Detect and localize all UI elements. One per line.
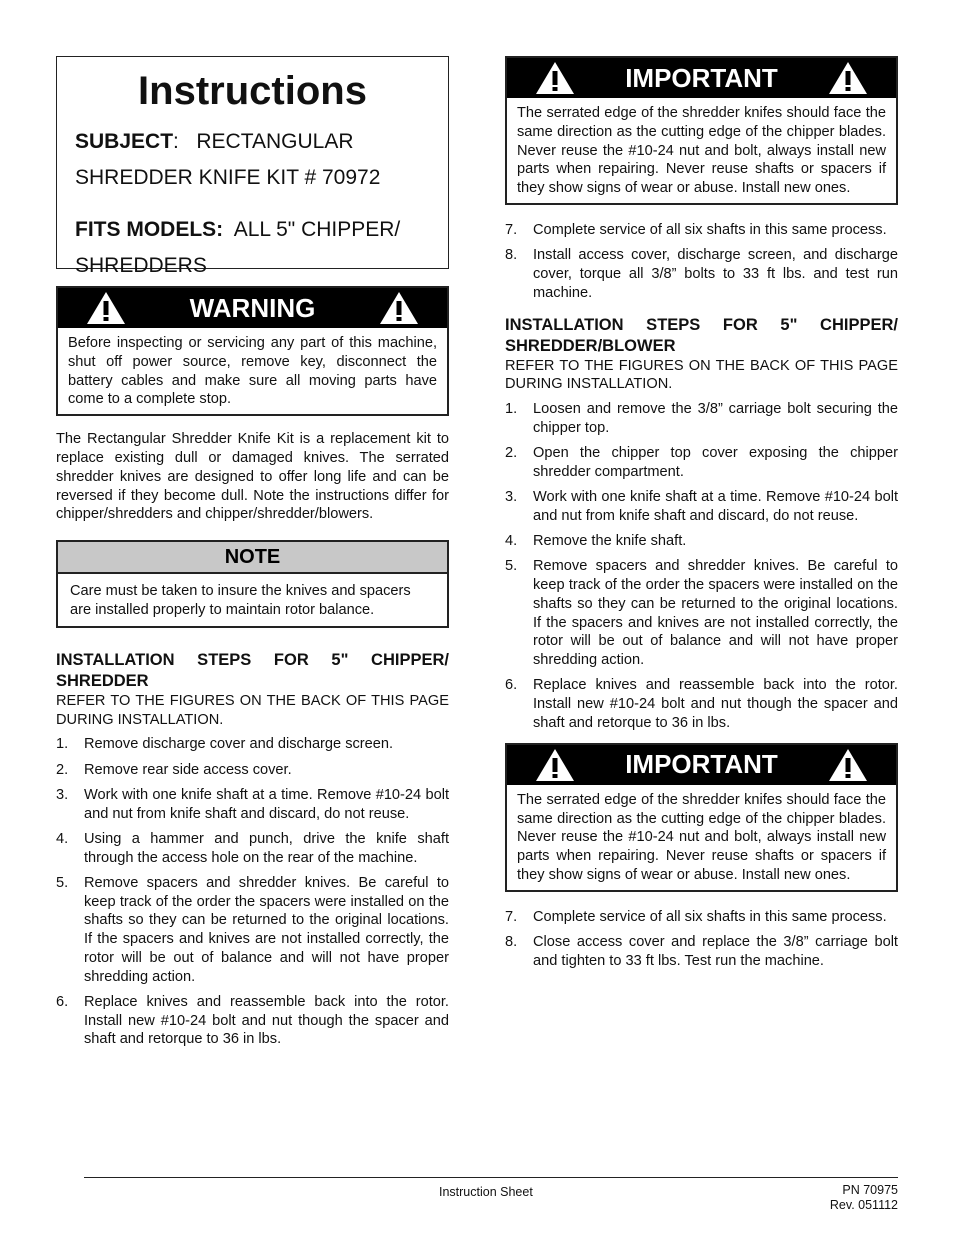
list-item: 7. Complete service of all six shafts in this same process. (505, 908, 887, 925)
list-item: 3. Work with one knife shaft at a time. Remove #10-24 bolt and nut from knife shaft and discard, do not reuse. (56, 786, 449, 822)
important-body-1 (507, 98, 896, 203)
warning-body (58, 328, 447, 414)
warning-triangle-icon (828, 748, 868, 782)
important-heading-1: IMPORTANT (625, 62, 778, 93)
footer-center: Instruction Sheet (439, 1185, 533, 1199)
list-item: 6. Replace knives and reassemble back into the rotor. Install new #10-24 bolt and nut though the spacer and shaft and retorque to 36 in lbs. (505, 677, 898, 732)
subject-value-1: RECTANGULAR (196, 130, 354, 153)
important-header-2 (507, 745, 896, 785)
note-text: Care must be taken to insure the knives and spacers are installed properly to maintain rotor balance. (70, 583, 411, 618)
fits-label: FITS MODELS: (75, 218, 224, 241)
subject-label: SUBJECT (75, 130, 174, 153)
important-heading-2: IMPORTANT (625, 749, 778, 780)
list-item: 4. Remove the knife shaft. (505, 533, 687, 550)
list-item: 1. Loosen and remove the 3/8” carriage bolt securing the chipper top. (505, 401, 898, 436)
right-column (505, 56, 898, 977)
warning-triangle-icon (535, 748, 575, 782)
section-1-continued-steps (505, 221, 898, 303)
note-header (58, 542, 447, 574)
important-body-2 (507, 785, 896, 890)
important-box-2 (505, 743, 898, 892)
list-item: 3. Work with one knife shaft at a time. Remove #10-24 bolt and nut from knife shaft and discard, do not reuse. (505, 489, 898, 524)
warning-triangle-icon (86, 291, 126, 325)
section-2-continued-steps (505, 908, 898, 971)
subject-value-2: SHREDDER KNIFE KIT # 70972 (75, 166, 381, 189)
important-text-2: The serrated edge of the shredder knifes should face the same direction as the cutting edge of the chipper blades. Never reuse the #10-24 nut and bolt, always install new parts when repairing. Never reuse shafts or spacers if they show signs of wear or abuse. Install new ones. (517, 791, 886, 884)
fits-value-1: ALL 5" CHIPPER/ (233, 218, 401, 241)
list-item: 2. Remove rear side access cover. (56, 761, 292, 778)
warning-triangle-icon (535, 61, 575, 95)
section-2-heading: INSTALLATION STEPS FOR 5" CHIPPER/ SHREDDER/BLOWER (505, 315, 898, 355)
warning-header (58, 288, 447, 328)
section-2-steps (505, 400, 898, 733)
warning-box (56, 286, 449, 416)
list-item: 8. Close access cover and replace the 3/8” carriage bolt and tighten to 33 ft lbs. Test run the machine. (505, 934, 898, 969)
fits-value-2: SHREDDERS (75, 254, 207, 277)
list-item: 5. Remove spacers and shredder knives. Be careful to keep track of the order the spacers were installed on the shafts so they can be returned to the original locations. If the spacers and knives are not installed correctly, the rotor will be out of balance and will not have proper shredding action. (56, 874, 449, 985)
warning-triangle-icon (379, 291, 419, 325)
important-text-1: The serrated edge of the shredder knifes should face the same direction as the cutting edge of the chipper blades. Never reuse the #10-24 nut and bolt, always install new parts when repairing. Never reuse shafts or spacers if they show signs of wear or abuse. Install new ones. (517, 105, 886, 197)
note-body (58, 574, 447, 626)
left-column (56, 56, 449, 1056)
warning-text: Before inspecting or servicing any part of this machine, shut off power source, remove key, disconnect the battery cables and make sure all moving parts have come to a complete stop. (68, 335, 437, 408)
list-item: 2. Open the chipper top cover exposing the chipper shredder compartment. (505, 445, 898, 480)
warning-triangle-icon (828, 61, 868, 95)
important-box-1 (505, 56, 898, 205)
page-title: Instructions (138, 69, 367, 113)
footer-rev: Rev. 051112 (829, 1198, 898, 1212)
note-box (56, 540, 449, 628)
section-1-heading: INSTALLATION STEPS FOR 5" CHIPPER/ SHREDDER (56, 650, 449, 690)
footer-rule (84, 1177, 898, 1178)
subject-line: SUBJECT: RECTANGULAR (75, 130, 354, 153)
list-item: 7. Complete service of all six shafts in this same process. (505, 221, 887, 238)
important-header-1 (507, 58, 896, 98)
section-2 (505, 315, 898, 733)
list-item: 5. Remove spacers and shredder knives. Be careful to keep track of the order the spacers were installed on the shafts so they can be returned to the original locations. If the spacers and knives are not installed correctly, the rotor will be out of balance and will not have proper shredding action. (505, 558, 898, 669)
section-1 (56, 650, 449, 1050)
note-heading: NOTE (224, 545, 281, 568)
intro-paragraph: The Rectangular Shredder Knife Kit is a replacement kit to replace existing dull or damaged knives. The serrated shredder knives are designed to offer long life and can be reversed if they become dull. Note the instructions differ for chipper/shredders and chipper/shredder/blowers. (56, 431, 449, 523)
list-item: 8. Install access cover, discharge screen, and discharge cover, torque all 3/8” bolts to 33 ft lbs. and test run machine. (505, 247, 898, 301)
list-item: 6. Replace knives and reassemble back into the rotor. Install new #10-24 bolt and nut though the spacer and shaft and retorque to 36 in lbs. (56, 993, 449, 1048)
fits-line (75, 212, 430, 248)
footer-pn: PN 70975 (842, 1183, 898, 1197)
list-item: 4. Using a hammer and punch, drive the knife shaft through the access hole on the rear of the machine. (56, 830, 449, 866)
section-2-ref: REFER TO THE FIGURES ON THE BACK OF THIS PAGE DURING INSTALLATION. (505, 357, 898, 393)
warning-heading: WARNING (189, 292, 316, 323)
section-1-ref: REFER TO THE FIGURES ON THE BACK OF THIS PAGE DURING INSTALLATION. (56, 692, 449, 728)
title-box (56, 56, 449, 277)
section-1-steps (56, 735, 449, 1049)
list-item: 1. Remove discharge cover and discharge screen. (56, 736, 394, 753)
